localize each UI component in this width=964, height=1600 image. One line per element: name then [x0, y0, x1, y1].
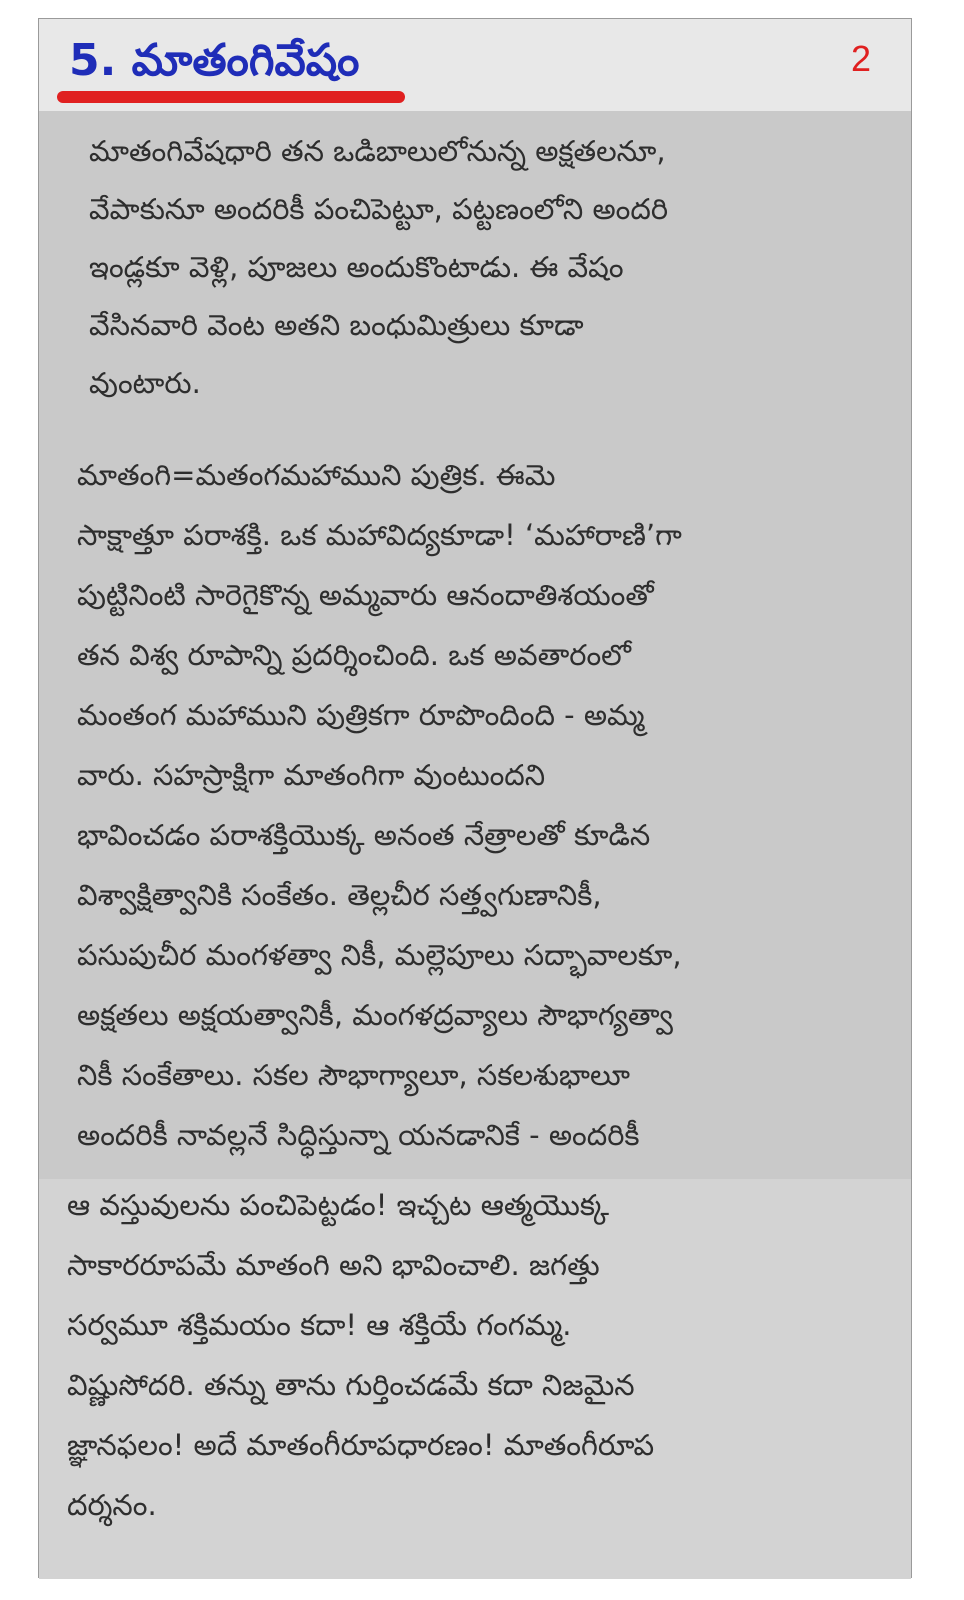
page-number: 2	[850, 38, 871, 79]
text-line: ఆ వస్తువులను పంచిపెట్టడం! ఇచ్చట ఆత్మయొక్క	[67, 1188, 609, 1222]
text-line: పసుపుచీర మంగళత్వా నికీ, మల్లెపూలు సద్భావాలకూ,	[77, 938, 682, 972]
text-line: పుట్టినింటి సారెగైకొన్న అమ్మవారు ఆనందాతిశయంతో	[77, 578, 654, 612]
text-line: అందరికీ నావల్లనే సిద్ధిస్తున్నా యనడానికే - అందరికీ	[77, 1118, 640, 1152]
text-line: వేసినవారి వెంట అతని బంధుమిత్రులు కూడా	[89, 308, 584, 342]
text-line: మంతంగ మహాముని పుత్రికగా రూపొందింది - అమ్మ	[77, 698, 645, 732]
text-line: సాకారరూపమే మాతంగి అని భావించాలి. జగత్తు	[67, 1248, 600, 1282]
scanned-page	[38, 18, 912, 1578]
text-line: వుంటారు.	[89, 366, 201, 400]
text-line: భావించడం పరాశక్తియొక్క అనంత నేత్రాలతో కూడిన	[77, 818, 651, 852]
text-line: సాక్షాత్తూ పరాశక్తి. ఒక మహావిద్యకూడా! ‘మహారాణి’గా	[77, 518, 682, 552]
text-line: సర్వమూ శక్తిమయం కదా! ఆ శక్తియే గంగమ్మ.	[67, 1308, 572, 1342]
text-line: వేపాకునూ అందరికీ పంచిపెట్టూ, పట్టణంలోని అందరి	[89, 192, 669, 226]
page-title: 5. మాతంగివేషం	[69, 35, 360, 86]
text-line: దర్శనం.	[67, 1488, 157, 1522]
text-line: విశ్వాక్షిత్వానికి సంకేతం. తెల్లచీర సత్త్వగుణానికీ,	[77, 878, 602, 912]
text-line: మాతంగివేషధారి తన ఒడిబాలులోనున్న అక్షతలనూ,	[89, 134, 666, 168]
text-line: ఇండ్లకూ వెళ్లి, పూజలు అందుకొంటాడు. ఈ వేషం	[89, 250, 624, 284]
title-underline	[57, 91, 405, 103]
text-line: తన విశ్వ రూపాన్ని ప్రదర్శించింది. ఒక అవతారంలో	[77, 638, 632, 672]
text-line: విష్ణుసోదరి. తన్ను తాను గుర్తించడమే కదా నిజమైన	[67, 1368, 635, 1402]
text-line: వారు. సహస్రాక్షిగా మాతంగిగా వుంటుందని	[77, 758, 546, 792]
text-line: నికీ సంకేతాలు. సకల సౌభాగ్యాలూ, సకలశుభాలూ	[77, 1058, 630, 1092]
text-line: జ్ఞానఫలం! అదే మాతంగీరూపధారణం! మాతంగీరూప	[67, 1428, 655, 1462]
text-line: మాతంగి=మతంగమహాముని పుత్రిక. ఈమె	[77, 458, 556, 492]
text-line: అక్షతలు అక్షయత్వానికీ, మంగళద్రవ్యాలు సౌభాగ్యత్వా	[77, 998, 673, 1032]
